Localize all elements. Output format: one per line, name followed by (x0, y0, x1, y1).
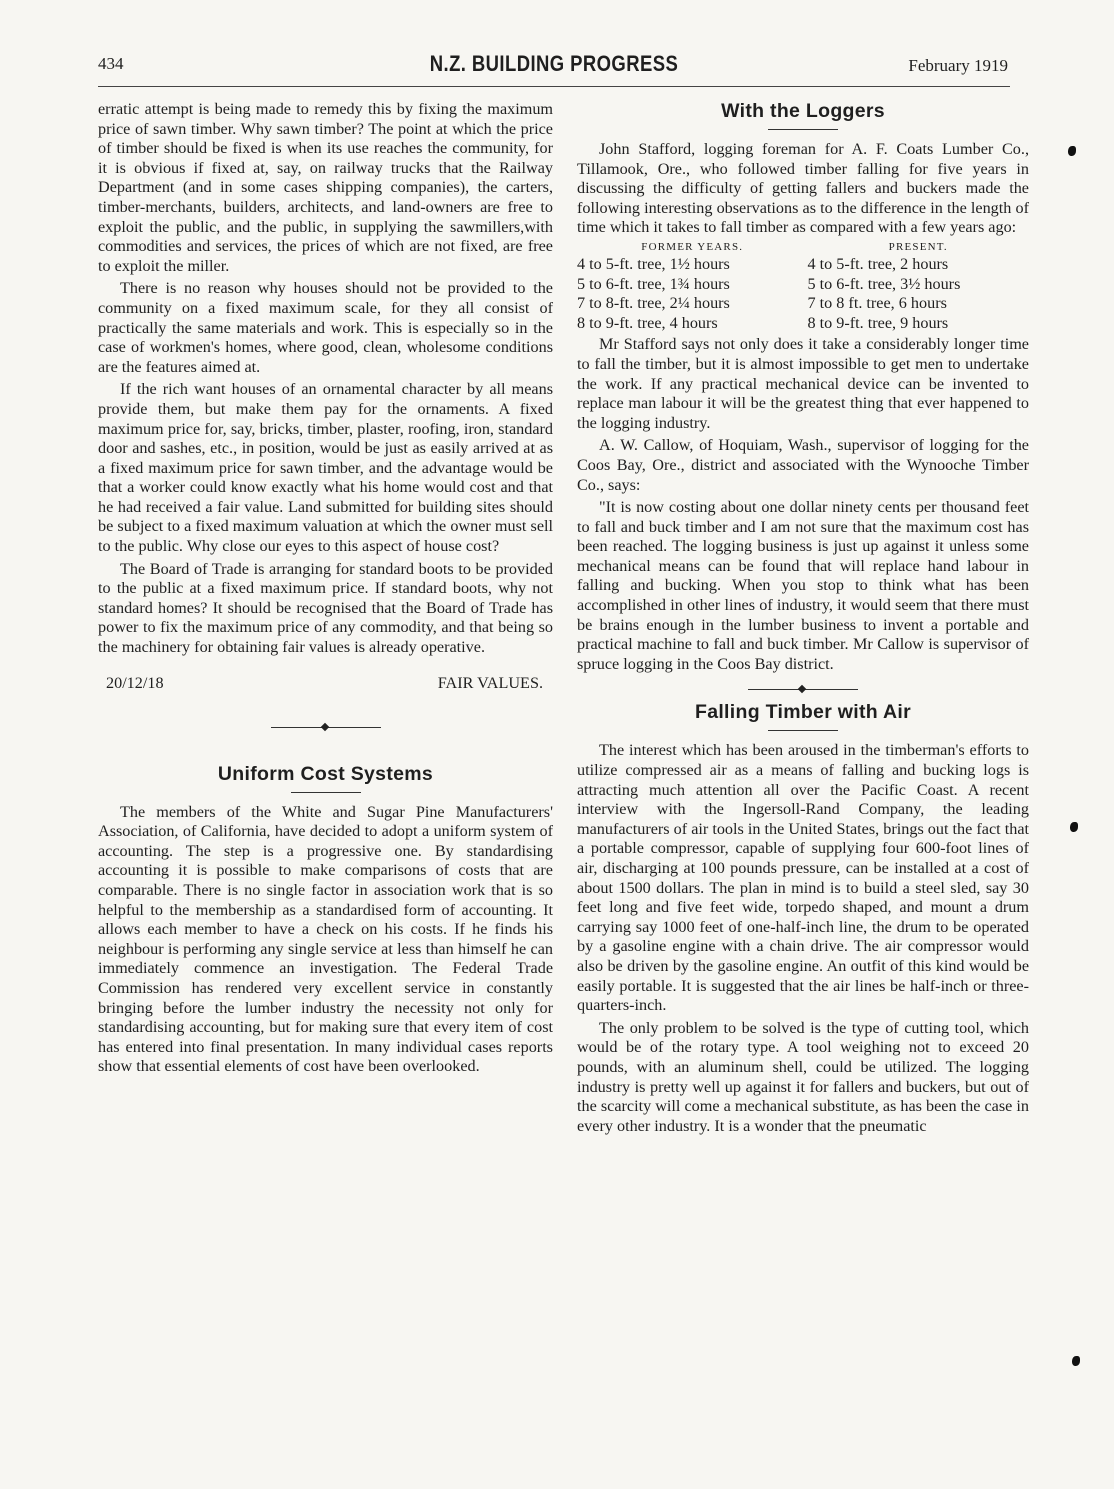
table-row (577, 275, 1029, 295)
table-cell: 8 to 9-ft. tree, 9 hours (807, 313, 949, 332)
section-separator (271, 723, 381, 733)
paragraph: A. W. Callow, of Hoquiam, Wash., supervisor of logging for the Coos Bay, Ore., district and associated with the Wynooche Timber Co., says: (577, 436, 1029, 494)
signoff (106, 674, 543, 693)
page-header (98, 50, 1010, 87)
table-cell: 7 to 8 ft. tree, 6 hours (807, 294, 947, 313)
page-number: 434 (98, 54, 124, 73)
paragraph: The interest which has been aroused in the timberman's efforts to utilize compressed air as a means of falling and bucking logs is attracting much attention all over the Pacific Coast. A recent interview with the Ingersoll-Rand Company, the leading manufacturers of air tools in the United States, brings out the fact that a portable compressor, capable of supplying four 600-foot lines of air, discharging at 100 pounds pressure, can be installed at a cost of about 1500 dollars. The plan in mind is to build a steel sled, say 30 feet long and five feet wide, torpedo shaped, and mount a drum carrying say 1000 feet of one-half-inch line, the drum to be operated by a gasoline engine with a chain drive. The air compressor would also be driven by the gasoline engine. An outfit of this kind would be easily portable. It is suggested that the air lines be half-inch or three-quarters-inch. (577, 741, 1029, 1015)
table-cell: 4 to 5-ft. tree, 2 hours (807, 254, 949, 273)
felling-times-table (577, 241, 1029, 333)
table-cell: 4 to 5-ft. tree, 1½ hours (577, 254, 730, 273)
paragraph: Mr Stafford says not only does it take a considerably longer time to fall the timber, but it is almost impossible to get men to undertake the work. If any practical mechanical device can be invented to replace man labour it will be the greatest thing that ever happened to the logging industry. (577, 335, 1029, 432)
paragraph: John Stafford, logging foreman for A. F. Coats Lumber Co., Tillamook, Ore., who followed timber falling for five years in discussing the difficulty of getting fallers and buckers made the following interesting observations as to the difference in the length of time which it takes to fall timber as compared with a few years ago: (577, 140, 1029, 237)
table-row (577, 314, 1029, 334)
table-row (577, 294, 1029, 314)
table-cell: 5 to 6-ft. tree, 3½ hours (807, 274, 961, 293)
signoff-date: 20/12/18 (106, 673, 164, 692)
section-title: With the Loggers (721, 100, 885, 122)
table-header: FORMER YEARS. (641, 240, 744, 253)
paragraph: The Board of Trade is arranging for standard boots to be provided to the public at a fixed maximum price. If standard boots, why not standard homes? It should be recognised that the Board of Trade has power to fix the maximum price of any commodity, and that being so the machinery for obtaining fair values is already operative. (98, 559, 553, 657)
issue-date: February 1919 (908, 56, 1008, 75)
section-separator (748, 685, 858, 695)
section-title: Uniform Cost Systems (217, 762, 434, 785)
title-rule (768, 129, 838, 130)
signoff-name: FAIR VALUES. (437, 673, 543, 692)
section-title: Falling Timber with Air (694, 701, 911, 724)
right-column (577, 100, 1029, 1139)
paragraph: "It is now costing about one dollar ninety cents per thousand feet to fall and buck timber and I am not sure that the maximum cost has been reached. The logging business is just up against it unless some mechanical means can be found that will replace hand labour in falling and bucking. When you stop to think what has been accomplished in other lines of industry, it would seem that there must be brains enough in the lumber business to invent a portable and practical machine to fall and buck timber. Mr Callow is supervisor of spruce logging in the Coos Bay district. (577, 498, 1029, 673)
table-header: PRESENT. (888, 240, 948, 253)
table-cell: 8 to 9-ft. tree, 4 hours (577, 313, 718, 332)
paragraph: If the rich want houses of an ornamental character by all means provide them, but make them pay for the ornaments. A fixed maximum price for, say, bricks, timber, plaster, roofing, iron, standard door and sashes, etc., in position, would be just as easily arrived at as a fixed maximum price for sawn timber, and the advantage would be that a worker could know exactly what his home would cost and that he had received a fair value. Land submitted for building sites should be subject to a fixed maximum valuation at which the owner must sell to the public. Why close our eyes to this aspect of house cost? (98, 380, 553, 556)
title-rule (291, 792, 361, 793)
table-cell: 5 to 6-ft. tree, 1¾ hours (577, 274, 730, 293)
left-column (98, 100, 553, 1080)
ink-blot-mark (1068, 146, 1076, 156)
paragraph: The only problem to be solved is the type of cutting tool, which would be of the rotary type. A tool weighing not to exceed 20 pounds, with an aluminum shell, could be utilized. The logging industry is pretty well up against it for fallers and buckers, but out of the scarcity will come a mechanical substitute, as has been the case in every other industry. It is a wonder that the pneumatic (577, 1018, 1029, 1135)
table-row (577, 255, 1029, 275)
paragraph: erratic attempt is being made to remedy this by fixing the maximum price of sawn timber. Why sawn timber? The point at which the price of timber should be fixed is when its use reaches the community, for it is obvious if fixed at, say, on railway trucks that the Railway Department (and in some cases shipping companies), the carters, timber-merchants, builders, architects, and land-owners are free to exploit the public, and the public, in supplying the sawmillers,with commodities and services, the prices of which are not fixed, are free to exploit the miller. (98, 100, 553, 275)
ink-blot-mark (1070, 822, 1078, 832)
ink-blot-mark (1072, 1356, 1080, 1366)
paragraph: There is no reason why houses should not be provided to the community on a fixed maximum scale, for they all consist of practically the same materials and work. This is especially so in the case of workmen's homes, where good, clean, wholesome conditions are the features aimed at. (98, 279, 553, 376)
title-rule (768, 730, 838, 731)
magazine-title: N.Z. BUILDING PROGRESS (429, 51, 679, 76)
table-cell: 7 to 8-ft. tree, 2¼ hours (577, 294, 730, 313)
paragraph: The members of the White and Sugar Pine Manufacturers' Association, of California, have decided to adopt a uniform system of accounting. The step is a progressive one. By standardising accounting it is possible to make comparisons of costs that are comparable. There is no single factor in association work that is so helpful to the membership as a standardised form of accounting. It allows each member to have a check on his costs. If he finds his neighbour is performing any single service at less than himself he can immediately commence an investigation. The Federal Trade Commission has rendered very excellent service in constantly bringing before the lumber industry the necessity not only for standardising accounting, but for making sure that every item of cost has entered into final presentation. In many individual cases reports show that essential elements of cost have been overlooked. (98, 802, 553, 1076)
